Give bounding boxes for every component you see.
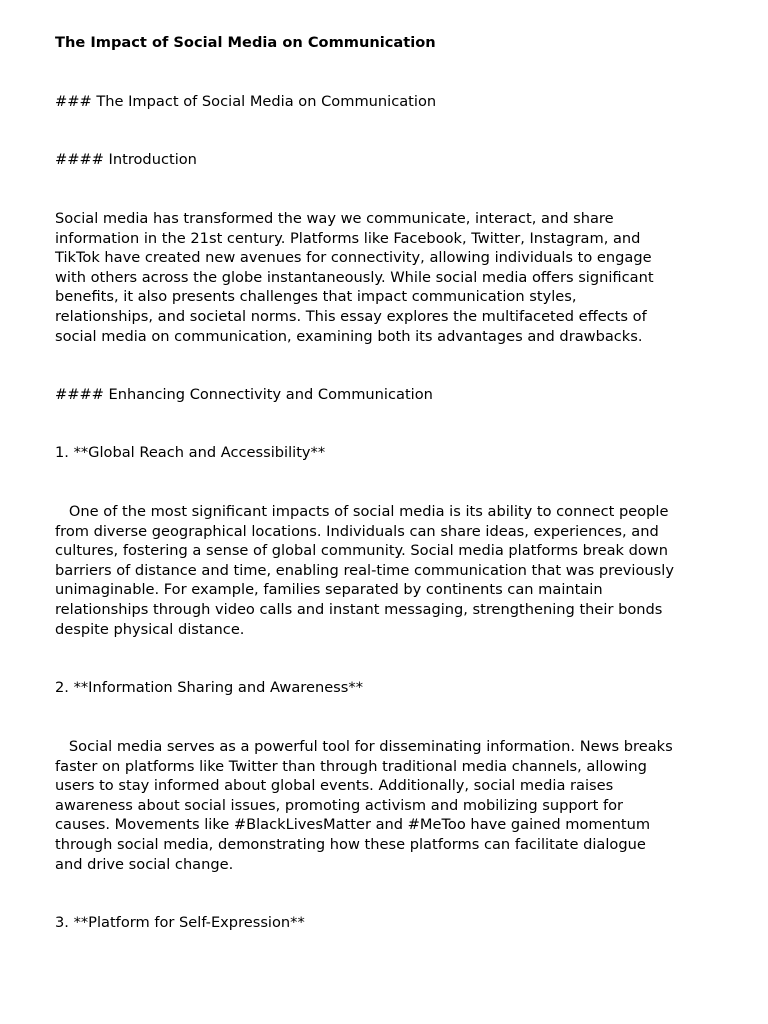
item2-paragraph: Social media serves as a powerful tool for disseminating information. News breaks faster on platforms like Twitter than through traditional media channels, allowing users to stay informed about global events. Additionally, social media raises awareness about social issues, promoting activism and mobilizing support for causes. Movements like #BlackLivesMatter and #MeToo have gained momentum through social media, demonstrating how these platforms can facilitate dialogue and drive social change.	[55, 738, 673, 873]
item2-heading: 2. **Information Sharing and Awareness**	[55, 679, 363, 696]
intro-paragraph: Social media has transformed the way we communicate, interact, and share information in the 21st century. Platforms like Facebook, Twitter, Instagram, and TikTok have created new avenues for connectivity, allowing individuals to engage with others across the globe instantaneously. While social media offers significant benefits, it also presents challenges that impact communication styles, relationships, and societal norms. This essay explores the multifaceted effects of social media on communication, examining both its advantages and drawbacks.	[55, 210, 654, 345]
item1-paragraph: One of the most significant impacts of social media is its ability to connect people from diverse geographical locations. Individuals can share ideas, experiences, and cultures, fostering a sense of global community. Social media platforms break down barriers of distance and time, enabling real-time communication that was previously unimaginable. For example, families separated by continents can maintain relationships through video calls and instant messaging, strengthening their bonds despite physical distance.	[55, 503, 674, 638]
item1-heading: 1. **Global Reach and Accessibility**	[55, 444, 326, 461]
document-title: The Impact of Social Media on Communication	[55, 34, 436, 51]
item3-heading: 3. **Platform for Self-Expression**	[55, 914, 305, 931]
heading-h3: ### The Impact of Social Media on Communication	[55, 93, 437, 110]
heading-introduction: #### Introduction	[55, 151, 197, 168]
heading-connectivity: #### Enhancing Connectivity and Communication	[55, 386, 433, 403]
